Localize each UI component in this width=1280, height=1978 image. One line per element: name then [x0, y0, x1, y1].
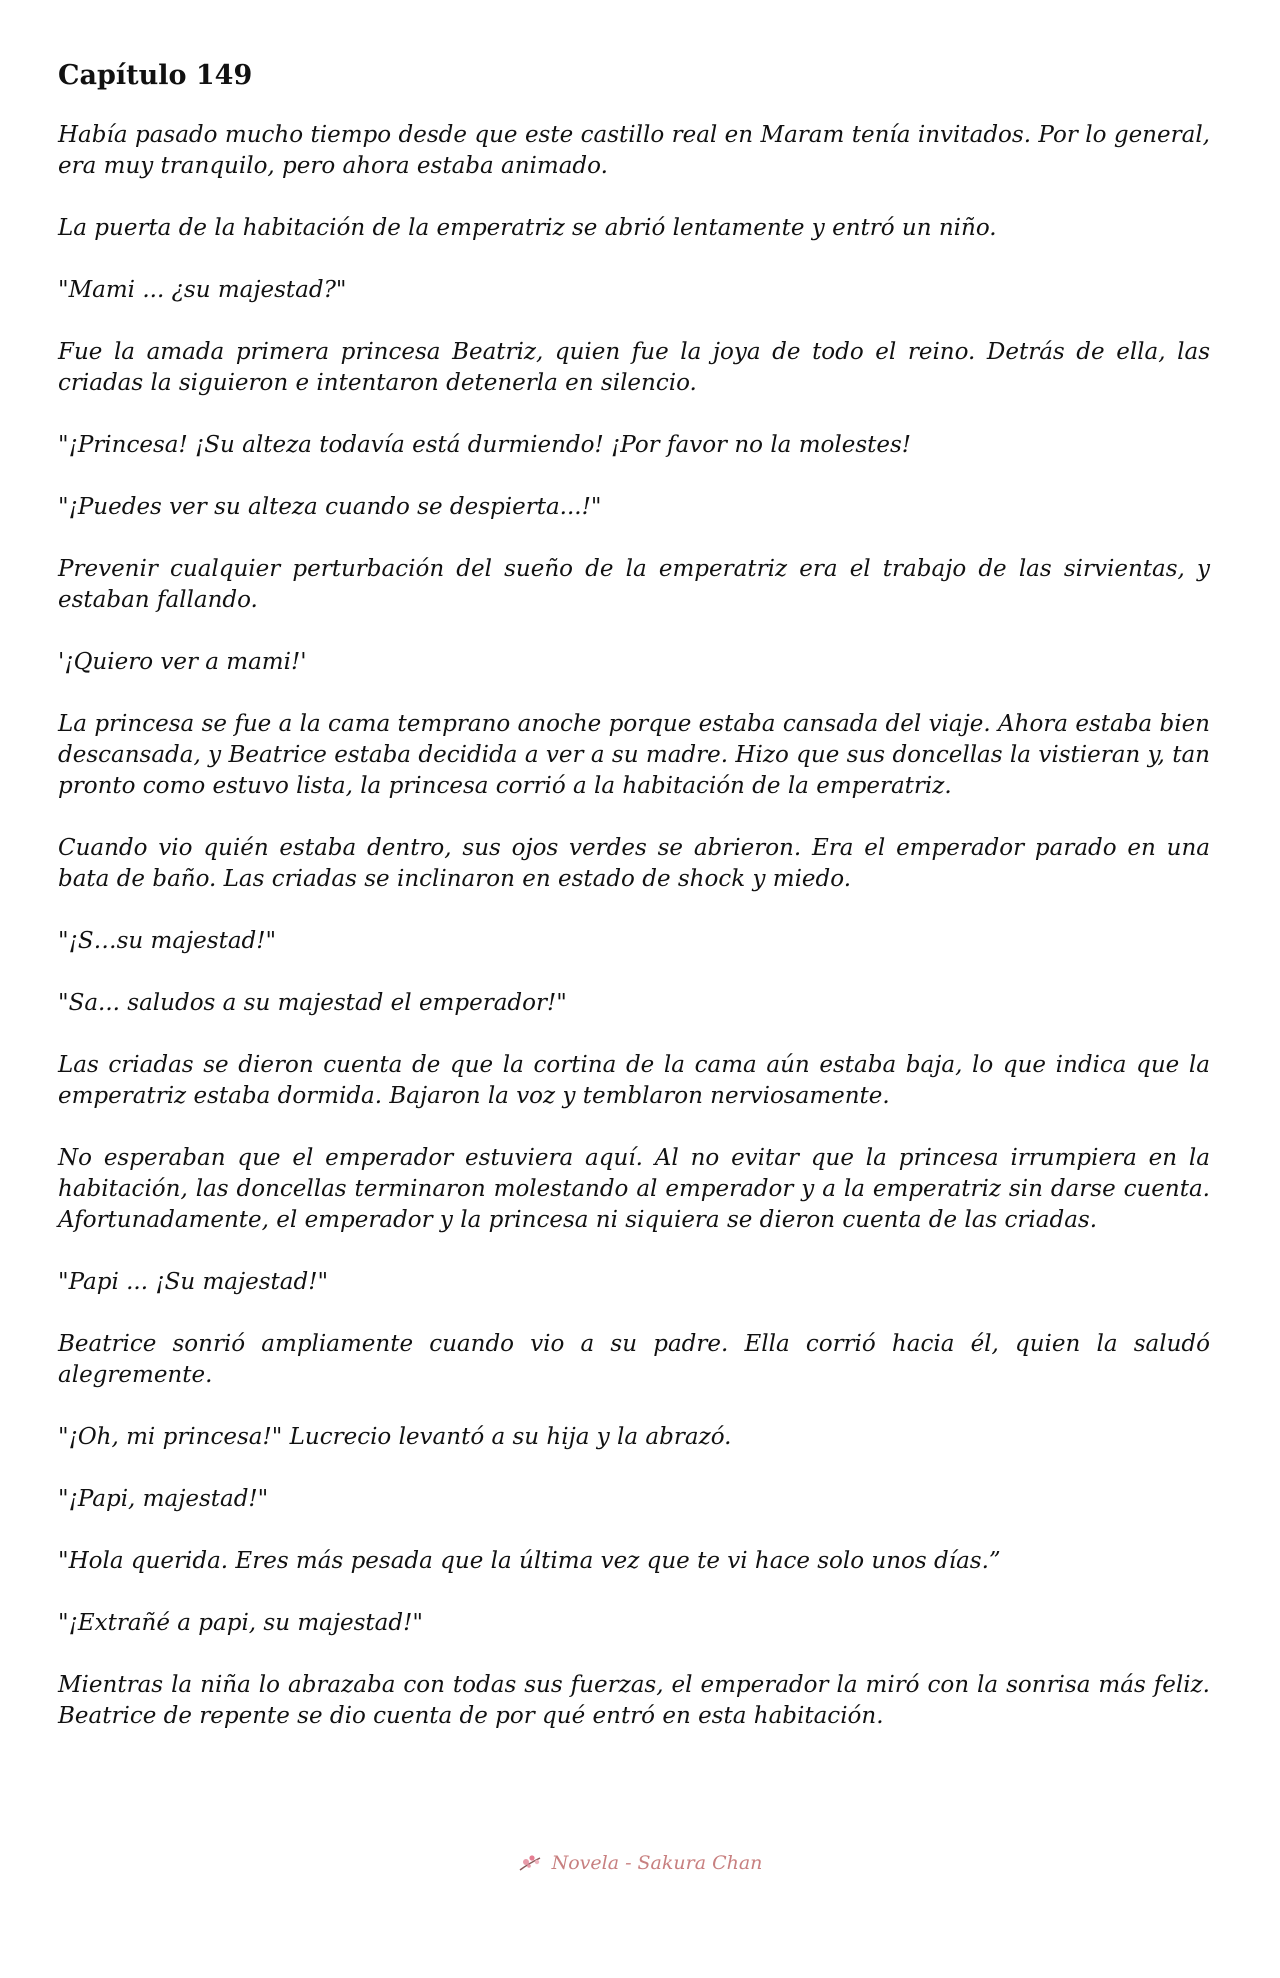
paragraph: "¡Extrañé a papi, su majestad!"	[58, 1610, 423, 1636]
paragraph: Había pasado mucho tiempo desde que este castillo real en Maram tenía invitados. Por lo general, era muy tranquilo, pero ahora estaba animado.	[58, 122, 1210, 179]
paragraph: Beatrice sonrió ampliamente cuando vio a su padre. Ella corrió hacia él, quien la saludó alegremente.	[58, 1331, 1210, 1388]
paragraph: "Hola querida. Eres más pesada que la última vez que te vi hace solo unos días.”	[58, 1548, 1001, 1574]
paragraph: Cuando vio quién estaba dentro, sus ojos verdes se abrieron. Era el emperador parado en una bata de baño. Las criadas se inclinaron en estado de shock y miedo.	[58, 835, 1210, 892]
paragraph: La puerta de la habitación de la emperatriz se abrió lentamente y entró un niño.	[58, 215, 997, 241]
paragraph: "¡Papi, majestad!"	[58, 1486, 269, 1512]
paragraph: Fue la amada primera princesa Beatriz, quien fue la joya de todo el reino. Detrás de ella, las criadas la siguieron e intentaron detenerla en silencio.	[58, 339, 1210, 396]
paragraph: Prevenir cualquier perturbación del sueño de la emperatriz era el trabajo de las sirvientas, y estaban fallando.	[58, 556, 1210, 613]
document-page	[58, 58, 1210, 1763]
paragraph: "¡S…su majestad!"	[58, 928, 277, 954]
paragraph: "¡Puedes ver su alteza cuando se despierta...!"	[58, 494, 602, 520]
paragraph: Las criadas se dieron cuenta de que la cortina de la cama aún estaba baja, lo que indica que la emperatriz estaba dormida. Bajaron la voz y temblaron nerviosamente.	[58, 1052, 1210, 1109]
paragraph: "Mami ... ¿su majestad?"	[58, 277, 347, 303]
footer	[0, 1852, 1280, 1879]
watermark-text: Novela - Sakura Chan	[551, 1852, 763, 1874]
paragraph: '¡Quiero ver a mami!'	[58, 649, 307, 675]
chapter-title: Capítulo 149	[58, 60, 253, 91]
cherry-blossom-icon	[518, 1852, 544, 1874]
watermark	[518, 1852, 763, 1874]
paragraph: La princesa se fue a la cama temprano anoche porque estaba cansada del viaje. Ahora estaba bien descansada, y Beatrice estaba decidida a ver a su madre. Hizo que sus doncellas la vistieran y, tan pronto como estuvo lista, la princesa corrió a la habitación de la emperatriz.	[58, 711, 1210, 799]
paragraph: "¡Princesa! ¡Su alteza todavía está durmiendo! ¡Por favor no la molestes!	[58, 432, 912, 458]
paragraph: No esperaban que el emperador estuviera aquí. Al no evitar que la princesa irrumpiera en la habitación, las doncellas terminaron molestando al emperador y a la emperatriz sin darse cuenta. Afortunadamente, el emperador y la princesa ni siquiera se dieron cuenta de las criadas.	[58, 1145, 1210, 1233]
paragraph: "Sa... saludos a su majestad el emperador!"	[58, 990, 567, 1016]
paragraph: "Papi ... ¡Su majestad!"	[58, 1269, 329, 1295]
paragraph: "¡Oh, mi princesa!" Lucrecio levantó a su hija y la abrazó.	[58, 1424, 732, 1450]
paragraph: Mientras la niña lo abrazaba con todas sus fuerzas, el emperador la miró con la sonrisa más feliz. Beatrice de repente se dio cuenta de por qué entró en esta habitación.	[58, 1672, 1210, 1729]
